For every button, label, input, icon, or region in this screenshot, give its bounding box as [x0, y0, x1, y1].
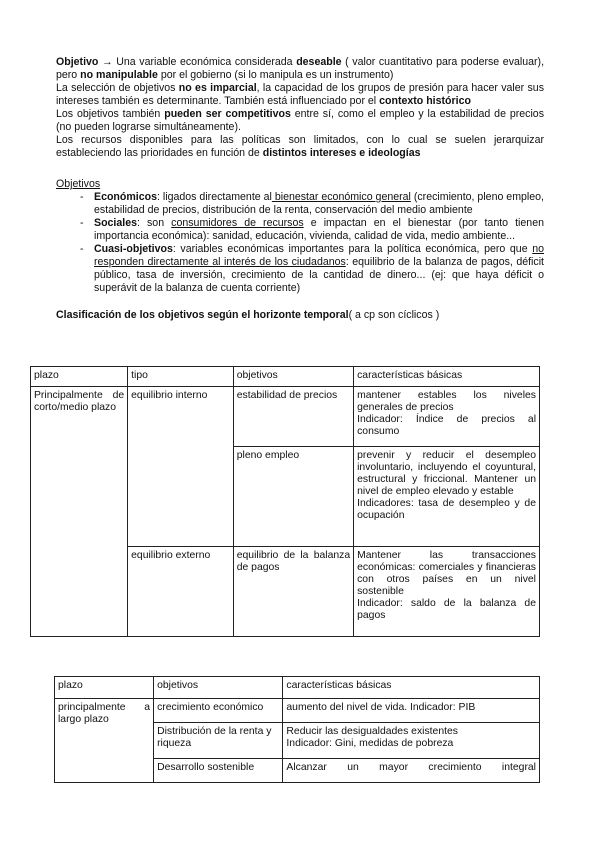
table-header: características básicas	[283, 677, 540, 699]
table-header: objetivos	[233, 367, 353, 387]
caracteristicas-cell: mantener estables los niveles generales de precios Indicador: Índice de precios al consumo	[354, 387, 540, 447]
table-header-row	[55, 677, 540, 699]
objetivo-cell: Desarrollo sostenible	[154, 759, 283, 783]
table-row	[31, 387, 540, 447]
objetivo-cell: equilibrio de la balanza de pagos	[233, 547, 353, 637]
caracteristicas-cell: Alcanzar un mayor crecimiento integral	[283, 759, 540, 783]
table-largo-plazo	[54, 676, 540, 783]
table-header: objetivos	[154, 677, 283, 699]
objetivos-list	[56, 191, 544, 295]
tipo-cell: equilibrio externo	[128, 547, 234, 637]
paragraph-competitivos: Los objetivos también pueden ser competitivos entre sí, como el empleo y la estabilidad de precios (no pueden lograrse simultáneamente).	[56, 108, 544, 133]
objetivo-cell: crecimiento económico	[154, 699, 283, 723]
paragraph-objetivo: Objetivo → Una variable económica considerada deseable ( valor cuantitativo para poderse evaluar), pero no manipulable por el gobierno (si lo manipula es un instrumento)	[56, 56, 545, 81]
paragraph-recursos: Los recursos disponibles para las políticas son limitados, con lo cual se suelen jerarquizar estableciendo las prioridades en función de distintos intereses e ideologías	[56, 134, 544, 159]
tipo-cell: equilibrio interno	[128, 387, 234, 547]
table-header: plazo	[31, 367, 128, 387]
objetivo-cell: Distribución de la renta y riqueza	[154, 723, 283, 759]
list-item: - Sociales: son consumidores de recursos e impactan en el bienestar (por tanto tienen importancia económica): sanidad, educación, vivienda, calidad de vida, medio ambiente...	[94, 217, 544, 243]
list-item: - Económicos: ligados directamente al bienestar económico general (crecimiento, pleno empleo, estabilidad de precios, distribución de la renta, conservación del medio ambiente	[94, 191, 544, 217]
paragraph-seleccion: La selección de objetivos no es imparcial, la capacidad de los grupos de presión para hacer valer sus intereses también es determinante. También está influenciado por el contexto histórico	[56, 82, 544, 107]
table-header: plazo	[55, 677, 154, 699]
clasificacion-heading: Clasificación de los objetivos según el horizonte temporal( a cp son cíclicos )	[56, 309, 440, 321]
objetivo-cell: pleno empleo	[233, 447, 353, 547]
caracteristicas-cell: prevenir y reducir el desempleo involuntario, incluyendo el coyuntural, estructural y friccional. Mantener un nivel de empleo elevado y estable Indicadores: tasa de desempleo y de ocupación	[354, 447, 540, 547]
list-item: - Cuasi-objetivos: variables económicas importantes para la política económica, pero que no responden directamente al interés de los ciudadanos: equilibrio de la balanza de pagos, déficit público, tasa de inversión, crecimiento de la cantidad de dinero... (ej: que haya déficit o superávit de la balanza de cuenta corriente)	[94, 243, 544, 295]
table-row	[55, 699, 540, 723]
objetivo-cell: estabilidad de precios	[233, 387, 353, 447]
plazo-cell: principalmente a largo plazo	[55, 699, 154, 783]
caracteristicas-cell: aumento del nivel de vida. Indicador: PIB	[283, 699, 540, 723]
caracteristicas-cell: Mantener las transacciones económicas: comerciales y financieras con otros países en un nivel sostenible Indicador: saldo de la balanza de pagos	[354, 547, 540, 637]
table-header: características básicas	[354, 367, 540, 387]
table-header-row	[31, 367, 540, 387]
table-header: tipo	[128, 367, 234, 387]
objetivos-title: Objetivos	[56, 178, 101, 190]
plazo-cell: Principalmente de corto/medio plazo	[31, 387, 128, 637]
document-body	[56, 56, 544, 322]
table-corto-plazo	[30, 366, 540, 637]
caracteristicas-cell: Reducir las desigualdades existentes Indicador: Gini, medidas de pobreza	[283, 723, 540, 759]
